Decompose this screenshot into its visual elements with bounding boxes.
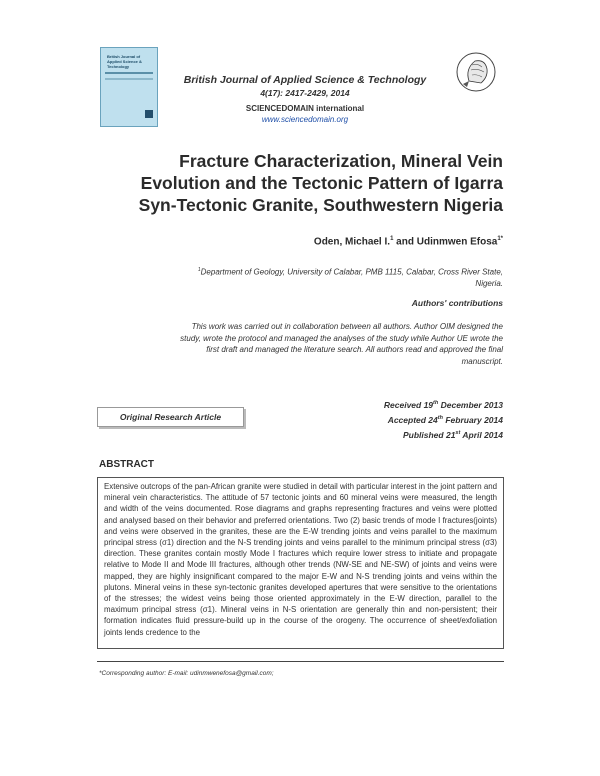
author-name: Oden, Michael I. <box>313 236 391 248</box>
abstract-text: Extensive outcrops of the pan-African granite were studied in detail with particular interest in the joint pattern and mineral vein characteristics. The attitude of 57 tectonic joints and 60 mineral veins were measured, the length and width of the veins documented. Rose diagrams and graphs representing fractures and veins were plotted and analysed based on their behavior and preferred orientations. Two (2) basic trends of mode I fractures(joints) and veins were observed in the granites, these are the E-W trending joints and veins parallel to the maximum principal stress (σ1) direction and the N-S trending joints and veins parallel to the minimum principal stress (σ3) direction. These granites contain mostly Mode I fractures which require lower stress to initiate and propagate relative to Mode II and Mode III fractures, although other trends (NW-SE and NE-SW) of joints and veins were mapped, they are highly insignificant compared to the major E-W and N-S trending joints and veins within the plutons. Mineral veins in these syn-tectonic granites developed apertures that were sensitive to the orientations of the stresses; the widest veins being those oriented approximately in the E-W direction, parallel to the maximum principal stress (σ1). Mineral veins in N-S orientation are generally thin and non-persistent; their formation indicates fluid pressure-build up in the course of the orogeny. The occurrence of sheet/exfoliation joints lends credence to the <box>104 482 497 637</box>
affiliation-line: Nigeria. <box>475 278 503 288</box>
cover-divider <box>105 78 153 80</box>
corresponding-author-footnote: *Corresponding author: E-mail: udinmwenefosa@gmail.com; <box>99 670 274 677</box>
contributions-text <box>83 321 503 367</box>
cover-divider <box>105 72 153 74</box>
received-date <box>384 397 503 412</box>
title-line: Evolution and the Tectonic Pattern of Igarra <box>140 173 503 193</box>
received-date-text: Received 19 <box>383 399 434 410</box>
footnote-divider <box>97 661 504 662</box>
affiliation-line: Department of Geology, University of Calabar, PMB 1115, Calabar, Cross River State, <box>200 267 503 277</box>
contributions-line: first draft and managed the literature search. All authors read and approved the final <box>206 345 503 354</box>
title-line: Fracture Characterization, Mineral Vein <box>179 151 503 171</box>
contributions-line: study, wrote the protocol and managed the analyses of the study while Author UE wrote the <box>180 333 503 343</box>
abstract-heading: ABSTRACT <box>99 459 154 470</box>
publisher-website-link[interactable]: www.sciencedomain.org <box>261 115 349 124</box>
publication-dates <box>384 397 503 441</box>
author-name: Udinmwen Efosa <box>416 236 498 248</box>
published-date-text: Published 21 <box>402 429 456 440</box>
publisher-logo <box>455 51 497 93</box>
article-type-badge: Original Research Article <box>97 407 244 427</box>
ordinal-suffix: th <box>437 414 443 421</box>
affiliation <box>113 265 503 289</box>
accepted-date <box>384 412 503 427</box>
contributions-line: manuscript. <box>461 356 503 366</box>
ordinal-suffix: st <box>455 429 461 436</box>
ordinal-suffix: th <box>433 400 439 406</box>
journal-cover-image <box>100 47 158 127</box>
contributions-line: This work was carried out in collaboration between all authors. Author OIM designed the <box>191 322 503 331</box>
author-affiliation-mark: 1 <box>390 236 394 242</box>
author-connector: and <box>393 236 417 248</box>
contributions-heading: Authors' contributions <box>411 298 503 308</box>
published-date-text: April 2014 <box>460 429 503 440</box>
abstract-box <box>97 477 504 649</box>
cover-title: British Journal of Applied Science & Technology <box>107 54 142 69</box>
published-date <box>384 427 503 442</box>
affiliation-mark: 1 <box>197 267 201 273</box>
journal-volume: 4(17): 2417-2429, 2014 <box>260 88 350 98</box>
author-list <box>314 236 503 247</box>
accepted-date-text: Accepted 24 <box>387 414 438 425</box>
title-line: Syn-Tectonic Granite, Southwestern Nigeria <box>138 195 503 215</box>
received-date-text: December 2013 <box>438 399 503 410</box>
cover-stamp <box>145 110 153 118</box>
publisher-name: SCIENCEDOMAIN international <box>245 104 365 113</box>
accepted-date-text: February 2014 <box>442 414 503 425</box>
journal-name: British Journal of Applied Science & Technology <box>183 74 427 86</box>
paper-title <box>83 150 503 216</box>
author-affiliation-mark: 1* <box>497 236 503 242</box>
